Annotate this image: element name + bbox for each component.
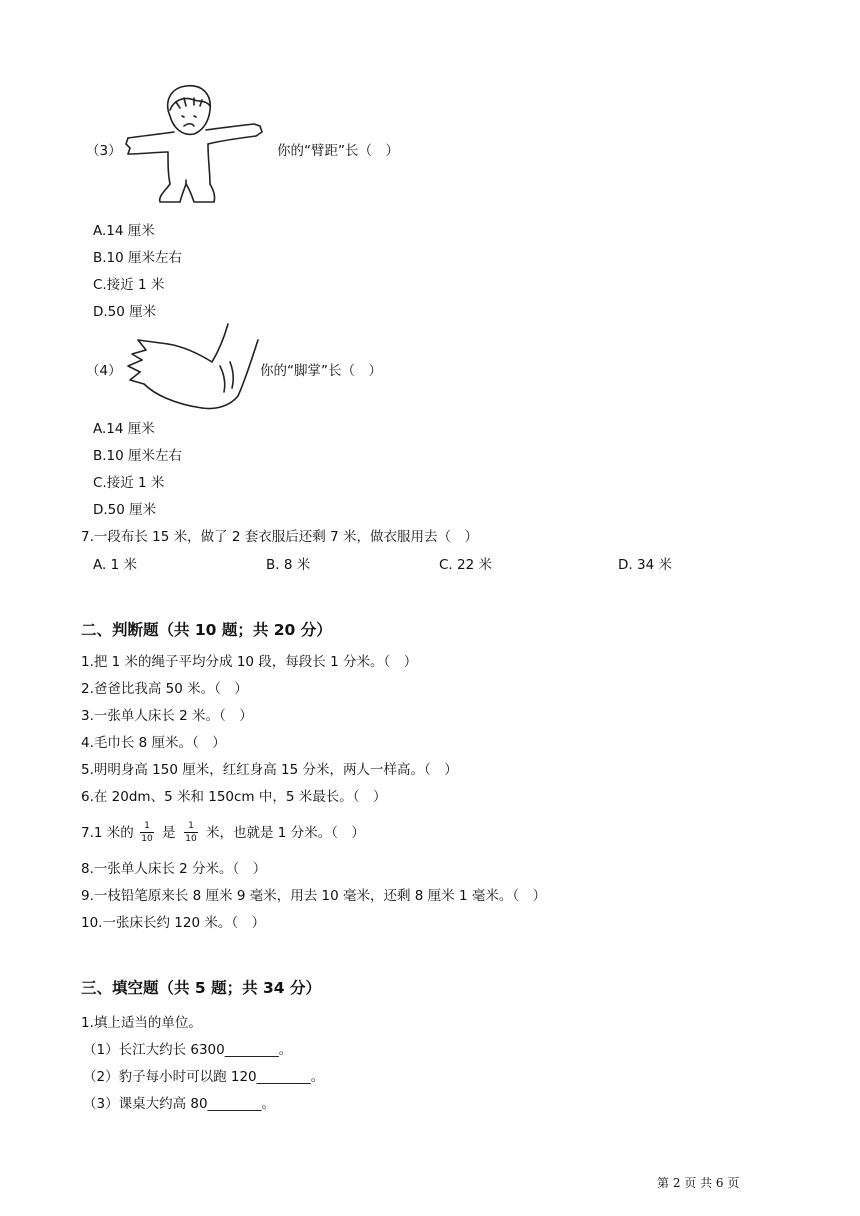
list-item-part: 7.1 米的: [81, 825, 134, 841]
list-item: 6.在 20dm、5 米和 150cm 中，5 米最长。（ ）: [81, 789, 387, 805]
list-item-part: 是: [162, 825, 176, 841]
list-item: 8.一张单人床长 2 分米。（ ）: [81, 861, 267, 877]
list-item: 4.毛巾长 8 厘米。（ ）: [81, 735, 226, 751]
question-text: 1.填上适当的单位。: [81, 1015, 202, 1031]
option-a: A. 1 米: [93, 557, 137, 573]
question-text: 7.一段布长 15 米，做了 2 套衣服后还剩 7 米，做衣服用去（ ）: [81, 529, 478, 545]
list-item: 5.明明身高 150 厘米，红红身高 15 分米，两人一样高。（ ）: [81, 762, 458, 778]
fraction-numerator: 1: [188, 821, 194, 831]
list-item: （2）豹子每小时可以跑 120________。: [83, 1069, 325, 1085]
list-item: 10.一张床长约 120 米。（ ）: [81, 915, 266, 931]
fraction-denominator: 10: [141, 834, 153, 844]
list-item: 3.一张单人床长 2 米。（ ）: [81, 708, 253, 724]
option-b: B. 8 米: [266, 557, 311, 573]
section-heading: 二、判断题（共 10 题；共 20 分）: [81, 621, 332, 639]
foot-illustration: [120, 322, 260, 414]
arm-span-illustration: [124, 80, 272, 208]
option-c: C.接近 1 米: [93, 475, 165, 491]
fraction-denominator: 10: [185, 834, 197, 844]
question-text: 你的“臂距”长（ ）: [277, 143, 399, 159]
list-item: （3）课桌大约高 80________。: [83, 1096, 276, 1112]
list-item: 9.一枝铅笔原来长 8 厘米 9 毫米，用去 10 毫米，还剩 8 厘米 1 毫米。（ ）: [81, 888, 547, 904]
fraction-numerator: 1: [144, 821, 150, 831]
option-d: D.50 厘米: [93, 502, 157, 518]
list-item: 2.爸爸比我高 50 米。（ ）: [81, 681, 248, 697]
question-text: 你的“脚掌”长（ ）: [260, 363, 382, 379]
option-b: B.10 厘米左右: [93, 448, 183, 464]
option-d: D. 34 米: [618, 557, 672, 573]
fraction: [140, 821, 154, 844]
list-item: 1.把 1 米的绳子平均分成 10 段，每段长 1 分米。（ ）: [81, 654, 418, 670]
option-c: C. 22 米: [439, 557, 492, 573]
option-a: A.14 厘米: [93, 223, 155, 239]
section-heading: 三、填空题（共 5 题；共 34 分）: [81, 979, 321, 997]
question-number: （3）: [86, 143, 122, 159]
option-b: B.10 厘米左右: [93, 250, 183, 266]
option-c: C.接近 1 米: [93, 277, 165, 293]
page-number: 第 2 页 共 6 页: [657, 1176, 740, 1190]
option-d: D.50 厘米: [93, 304, 157, 320]
list-item-part: 米，也就是 1 分米。（ ）: [206, 825, 365, 841]
fraction: [184, 821, 198, 844]
list-item: （1）长江大约长 6300________。: [83, 1042, 293, 1058]
question-number: （4）: [86, 363, 122, 379]
option-a: A.14 厘米: [93, 421, 155, 437]
